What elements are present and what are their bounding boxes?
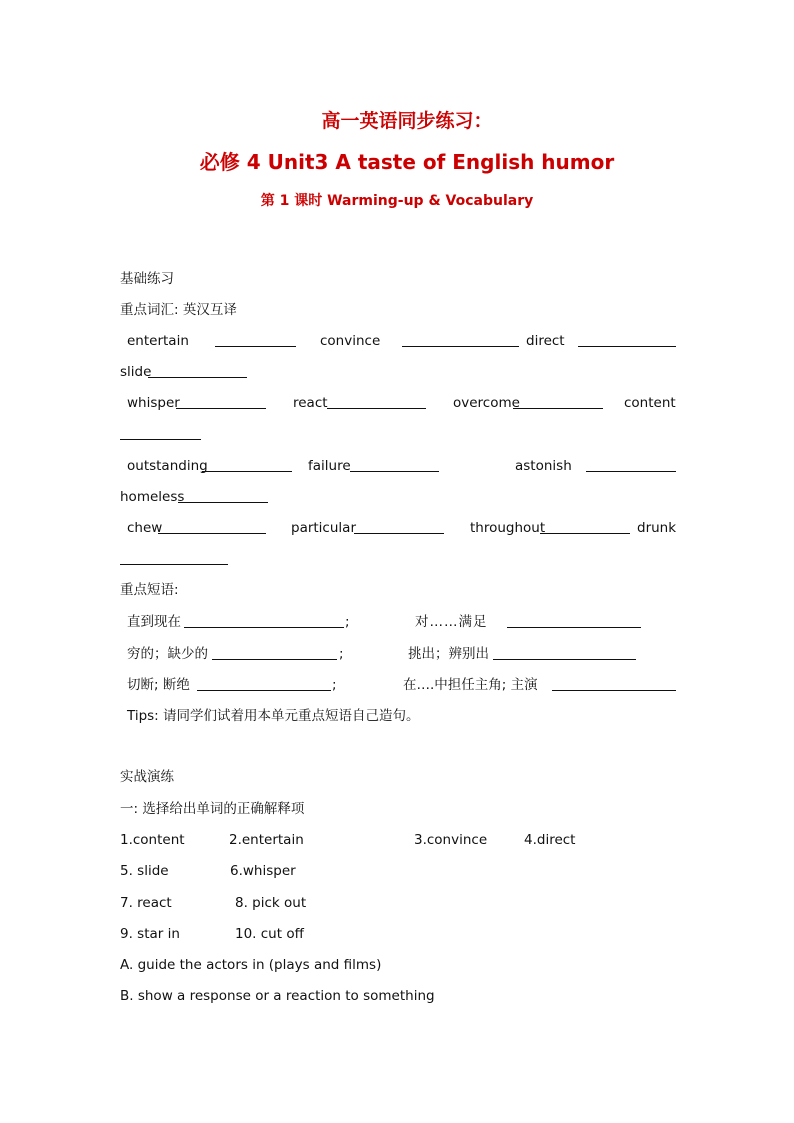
phrase-item: 挑出；辨别出 <box>408 646 489 662</box>
phrases-heading: 重点短语: <box>120 582 179 598</box>
lesson-title: 第 1 课时 Warming-up & Vocabulary <box>260 193 534 209</box>
answer-blank[interactable] <box>493 645 636 660</box>
word-throughout: throughout <box>470 520 546 536</box>
answer-blank[interactable] <box>540 519 630 534</box>
word-react: react <box>293 395 328 411</box>
phrase-separator: ; <box>345 614 350 630</box>
phrase-item: 穷的；缺少的 <box>127 646 208 662</box>
word-astonish: astonish <box>515 458 572 474</box>
question-item: 8. pick out <box>235 895 307 911</box>
phrase-item: 对……满足 <box>415 614 488 630</box>
question-item: 1.content <box>120 832 185 848</box>
answer-blank[interactable] <box>184 613 344 628</box>
option-b: B. show a response or a reaction to something <box>120 988 435 1004</box>
answer-blank[interactable] <box>354 519 444 534</box>
question-1-heading: 一: 选择给出单词的正确解释项 <box>120 801 305 817</box>
answer-blank[interactable] <box>513 394 603 409</box>
question-item: 5. slide <box>120 863 169 879</box>
answer-blank[interactable] <box>202 457 292 472</box>
answer-blank[interactable] <box>327 394 426 409</box>
answer-blank[interactable] <box>212 645 337 660</box>
word-particular: particular <box>291 520 356 536</box>
word-outstanding: outstanding <box>127 458 208 474</box>
phrase-item: 切断; 断绝 <box>127 677 190 693</box>
vocab-heading: 重点词汇: 英汉互译 <box>120 302 237 318</box>
word-drunk: drunk <box>637 520 677 536</box>
word-entertain: entertain <box>127 333 189 349</box>
word-direct: direct <box>526 333 565 349</box>
answer-blank[interactable] <box>178 488 268 503</box>
phrase-item: 直到现在 <box>127 614 181 630</box>
word-failure: failure <box>308 458 351 474</box>
section-heading-practice: 实战演练 <box>120 769 174 785</box>
answer-blank[interactable] <box>197 676 331 691</box>
answer-blank[interactable] <box>350 457 439 472</box>
page-subtitle: 必修 4 Unit3 A taste of English humor <box>199 150 615 174</box>
word-overcome: overcome <box>453 395 520 411</box>
phrase-separator: ; <box>339 646 344 662</box>
question-item: 10. cut off <box>235 926 304 942</box>
question-item: 9. star in <box>120 926 180 942</box>
answer-blank[interactable] <box>120 425 201 440</box>
answer-blank[interactable] <box>120 550 228 565</box>
page-title: 高一英语同步练习： <box>321 110 493 132</box>
answer-blank[interactable] <box>507 613 641 628</box>
phrase-item: 在….中担任主角; 主演 <box>403 677 538 693</box>
phrase-separator: ; <box>332 677 337 693</box>
answer-blank[interactable] <box>215 332 296 347</box>
answer-blank[interactable] <box>158 519 266 534</box>
word-whisper: whisper <box>127 395 180 411</box>
word-chew: chew <box>127 520 163 536</box>
answer-blank[interactable] <box>402 332 519 347</box>
tips-text: Tips: 请同学们试着用本单元重点短语自己造句。 <box>127 708 420 724</box>
word-content: content <box>624 395 676 411</box>
word-homeless: homeless <box>120 489 185 505</box>
answer-blank[interactable] <box>578 332 676 347</box>
answer-blank[interactable] <box>148 363 247 378</box>
question-item: 7. react <box>120 895 172 911</box>
word-convince: convince <box>320 333 381 349</box>
answer-blank[interactable] <box>586 457 676 472</box>
question-item: 6.whisper <box>230 863 296 879</box>
question-item: 3.convince <box>414 832 488 848</box>
answer-blank[interactable] <box>552 676 676 691</box>
word-slide: slide <box>120 364 152 380</box>
question-item: 2.entertain <box>229 832 304 848</box>
answer-blank[interactable] <box>176 394 266 409</box>
option-a: A. guide the actors in (plays and films) <box>120 957 382 973</box>
section-heading-basic: 基础练习 <box>120 271 174 287</box>
question-item: 4.direct <box>524 832 576 848</box>
